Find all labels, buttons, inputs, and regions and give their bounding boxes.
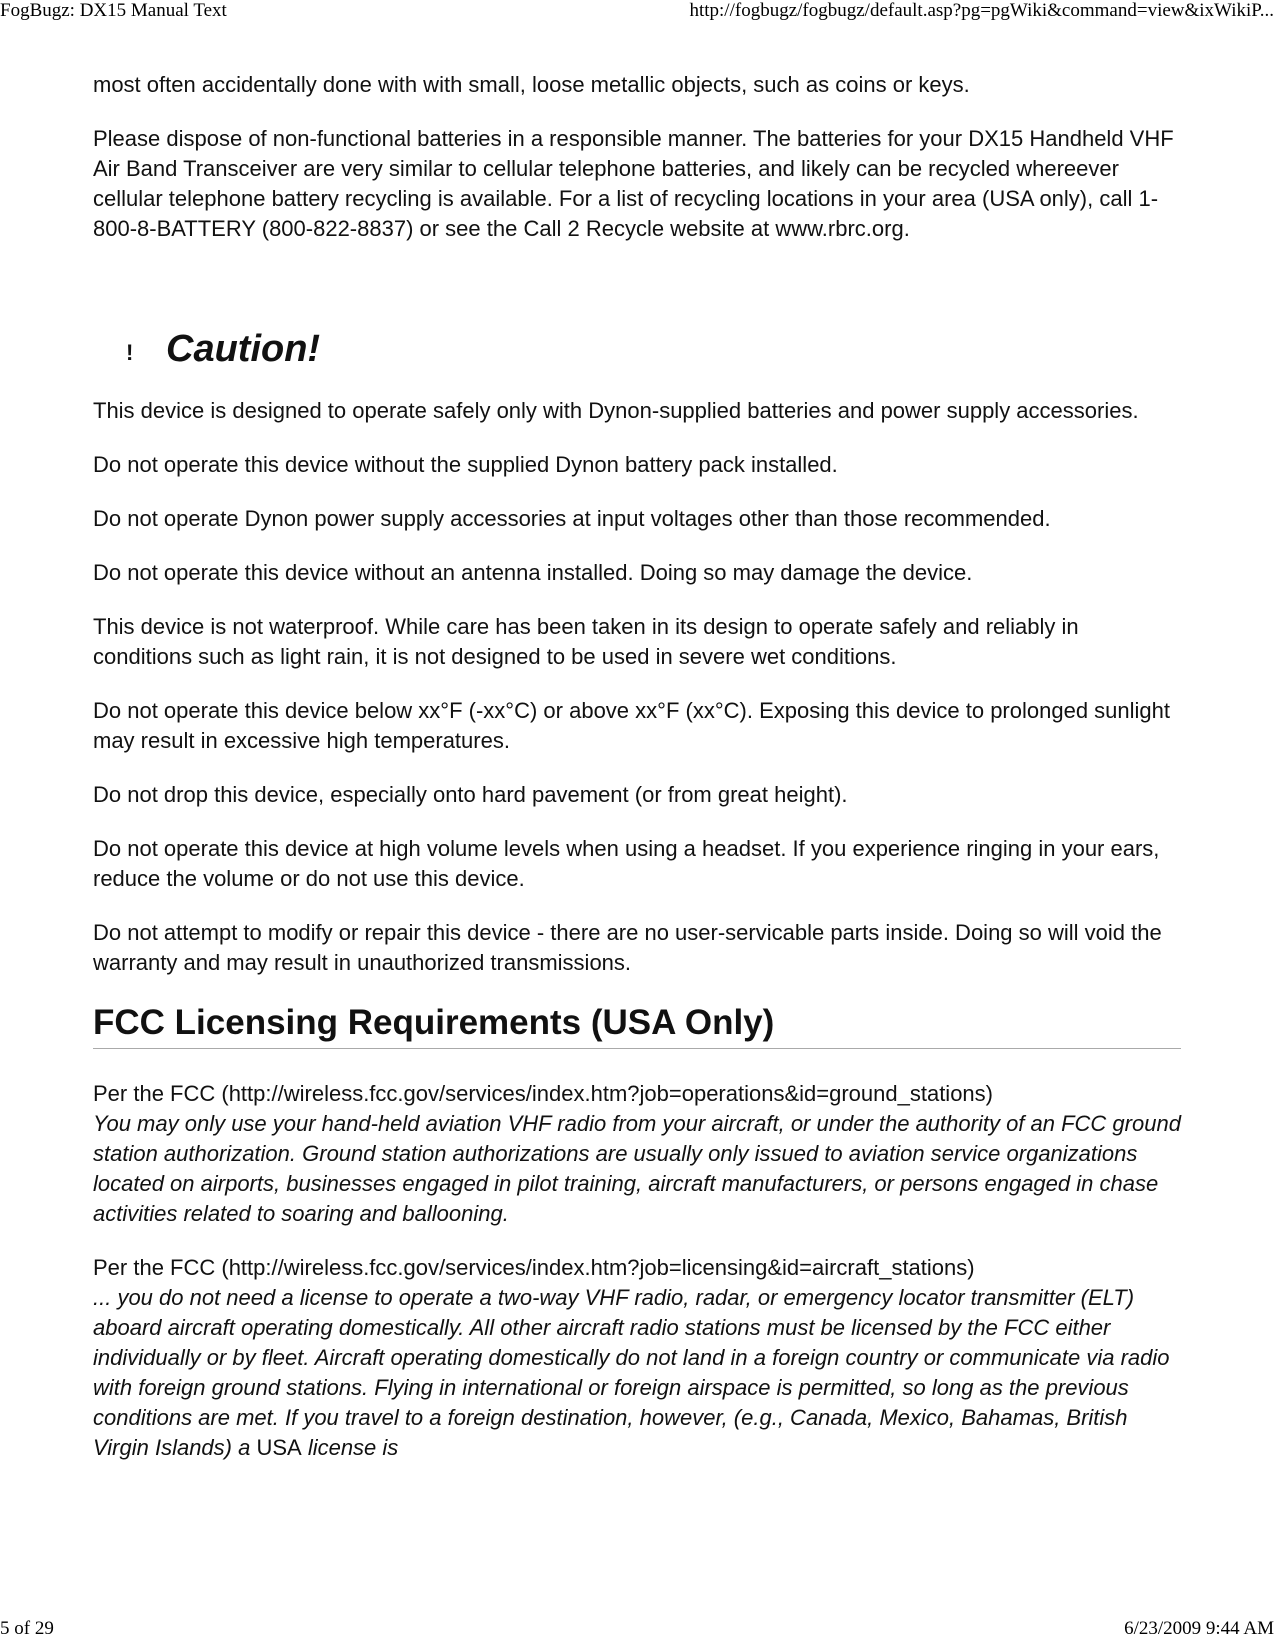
- fcc-quote-text-end: license is: [301, 1435, 399, 1460]
- page-url: http://fogbugz/fogbugz/default.asp?pg=pgWiki&command=view&ixWikiP...: [689, 0, 1274, 21]
- fcc-quote-ground-stations: [93, 1079, 1181, 1229]
- caution-item: Do not operate this device without an antenna installed. Doing so may damage the device.: [93, 560, 973, 585]
- page-title: FogBugz: DX15 Manual Text: [0, 0, 227, 21]
- fcc-quote-text-part: ... you do not need a license to operate a two-way VHF radio, radar, or emergency locator transmitter (ELT) aboard aircraft operating domestically. All other aircraft radio stations must be licensed by the FCC either individually or by fleet. Aircraft operating domestically do not land in a foreign country or communicate via radio with foreign ground stations. Flying in international or foreign airspace is permitted, so long as the previous conditions are met. If you travel to a foreign destination, however, (e.g., Canada, Mexico, Bahamas, British Virgin Islands) a: [93, 1285, 1170, 1460]
- caution-item: Do not operate Dynon power supply accessories at input voltages other than those recommended.: [93, 506, 1051, 531]
- caution-item: Do not drop this device, especially onto hard pavement (or from great height).: [93, 782, 848, 807]
- caution-item: This device is not waterproof. While care has been taken in its design to operate safely and reliably in conditions such as light rain, it is not designed to be used in severe wet conditions.: [93, 614, 1079, 669]
- caution-item: This device is designed to operate safely only with Dynon-supplied batteries and power supply accessories.: [93, 398, 1139, 423]
- print-datetime: 6/23/2009 9:44 AM: [1124, 1618, 1274, 1639]
- print-header: [0, 0, 1274, 24]
- fcc-quote-text-aircraft-stations: [93, 1285, 1170, 1460]
- fcc-quote-text-ground-stations: You may only use your hand-held aviation VHF radio from your aircraft, or under the authority of an FCC ground station authorization. Ground station authorizations are usually only issued to aviation service organizations located on airports, businesses engaged in pilot training, aircraft manufacturers, or persons engaged in chase activities related to soaring and ballooning.: [93, 1111, 1181, 1226]
- exclamation-icon: !: [126, 340, 134, 365]
- fcc-quote-aircraft-stations: [93, 1253, 1181, 1463]
- fcc-source-aircraft-stations: Per the FCC (http://wireless.fcc.gov/services/index.htm?job=licensing&id=aircraft_stations): [93, 1255, 975, 1280]
- caution-item: Do not operate this device without the supplied Dynon battery pack installed.: [93, 452, 838, 477]
- print-footer: [0, 1618, 1274, 1642]
- caution-item: Do not operate this device at high volume levels when using a headset. If you experience ringing in your ears, reduce the volume or do not use this device.: [93, 836, 1160, 891]
- caution-item: Do not operate this device below xx°F (-xx°C) or above xx°F (xx°C). Exposing this device to prolonged sunlight may result in excessive high temperatures.: [93, 698, 1171, 753]
- page-number: 5 of 29: [0, 1618, 54, 1639]
- caution-item: Do not attempt to modify or repair this device - there are no user-servicable parts inside. Doing so will void the warranty and may result in unauthorized transmissions.: [93, 920, 1162, 975]
- fcc-source-ground-stations: Per the FCC (http://wireless.fcc.gov/services/index.htm?job=operations&id=ground_stations): [93, 1081, 993, 1106]
- fcc-section-heading: FCC Licensing Requirements (USA Only): [93, 1002, 1181, 1049]
- intro-paragraph-recycling: Please dispose of non-functional batteries in a responsible manner. The batteries for your DX15 Handheld VHF Air Band Transceiver are very similar to cellular telephone batteries, and likely can be recycled whereever cellular telephone battery recycling is available. For a list of recycling locations in your area (USA only), call 1-800-8-BATTERY (800-822-8837) or see the Call 2 Recycle website at www.rbrc.org.: [93, 126, 1174, 241]
- fcc-quotes: [93, 1079, 1181, 1463]
- caution-title: Caution!: [166, 328, 321, 370]
- fcc-quote-text-usa: USA: [256, 1435, 302, 1460]
- caution-heading: [93, 324, 1181, 374]
- intro-paragraph-1: most often accidentally done with with small, loose metallic objects, such as coins or keys.: [93, 72, 970, 97]
- document-body: [93, 70, 1181, 1487]
